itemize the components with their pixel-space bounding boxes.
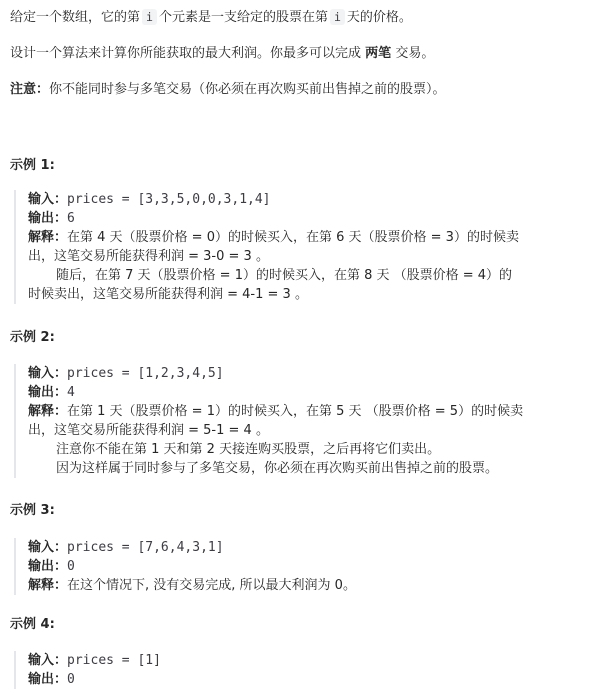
output-line	[28, 383, 607, 402]
output-line	[28, 557, 607, 576]
output-value: 0	[67, 672, 75, 687]
input-label: 输入：	[28, 366, 68, 381]
output-label: 输出：	[28, 559, 68, 574]
example-1-block	[14, 190, 607, 304]
output-label: 输出：	[28, 211, 68, 226]
example-2-title: 示例 2:	[10, 330, 55, 345]
output-value: 6	[67, 211, 75, 226]
output-line	[28, 670, 607, 689]
example-3-block	[14, 538, 607, 595]
input-value: prices = [1]	[67, 653, 161, 668]
inline-code: i	[330, 9, 345, 25]
explain-text: 在第 1 天（股票价格 = 1）的时候买入，在第 5 天 （股票价格 = 5）的时候卖	[67, 404, 524, 419]
input-value: prices = [7,6,4,3,1]	[67, 540, 224, 555]
output-line	[28, 209, 607, 228]
explain-line: 时候卖出，这笔交易所能获得利润 = 4-1 = 3 。	[28, 287, 308, 302]
intro-text: 给定一个数组，它的第	[10, 10, 141, 25]
explain-label: 解释：	[28, 230, 68, 245]
intro-text: 个元素是一支给定的股票在第	[158, 10, 328, 25]
note-text: 你不能同时参与多笔交易（你必须在再次购买前出售掉之前的股票）。	[49, 82, 446, 97]
input-line	[28, 538, 607, 557]
example-4-block	[14, 651, 607, 689]
example-4-title: 示例 4:	[10, 617, 55, 632]
input-label: 输入：	[28, 192, 68, 207]
explain-line	[28, 576, 607, 595]
bold-text: 两笔	[365, 46, 392, 61]
explain-line: 出，这笔交易所能获得利润 = 3-0 = 3 。	[28, 249, 269, 264]
input-label: 输入：	[28, 653, 68, 668]
note-label: 注意：	[10, 82, 50, 97]
note-paragraph	[10, 80, 446, 100]
explain-text: 在这个情况下, 没有交易完成, 所以最大利润为 0。	[67, 578, 356, 593]
explain-line	[28, 402, 607, 421]
output-value: 0	[67, 559, 75, 574]
intro-paragraph-2	[10, 44, 434, 64]
output-value: 4	[67, 385, 75, 400]
explain-line	[28, 228, 607, 247]
intro-text: 交易。	[395, 46, 435, 61]
explain-label: 解释：	[28, 404, 68, 419]
inline-code: i	[142, 9, 157, 25]
output-label: 输出：	[28, 385, 68, 400]
input-value: prices = [3,3,5,0,0,3,1,4]	[67, 192, 271, 207]
intro-text: 天的价格。	[346, 10, 412, 25]
explain-text: 在第 4 天（股票价格 = 0）的时候买入，在第 6 天（股票价格 = 3）的时候卖	[67, 230, 519, 245]
explain-line: 注意你不能在第 1 天和第 2 天接连购买股票，之后再将它们卖出。	[56, 442, 441, 457]
input-line	[28, 364, 607, 383]
explain-label: 解释：	[28, 578, 68, 593]
explain-line: 出，这笔交易所能获得利润 = 5-1 = 4 。	[28, 423, 269, 438]
example-2-block	[14, 364, 607, 478]
explain-line: 随后，在第 7 天（股票价格 = 1）的时候买入，在第 8 天 （股票价格 = 4）的	[56, 268, 513, 283]
input-value: prices = [1,2,3,4,5]	[67, 366, 224, 381]
example-3-title: 示例 3:	[10, 503, 55, 518]
input-line	[28, 190, 607, 209]
input-label: 输入：	[28, 540, 68, 555]
explain-line: 因为这样属于同时参与了多笔交易，你必须在再次购买前出售掉之前的股票。	[56, 461, 499, 476]
output-label: 输出：	[28, 672, 68, 687]
input-line	[28, 651, 607, 670]
example-1-title: 示例 1:	[10, 158, 55, 173]
intro-paragraph-1	[10, 8, 412, 28]
intro-text: 设计一个算法来计算你所能获取的最大利润。你最多可以完成	[10, 46, 362, 61]
